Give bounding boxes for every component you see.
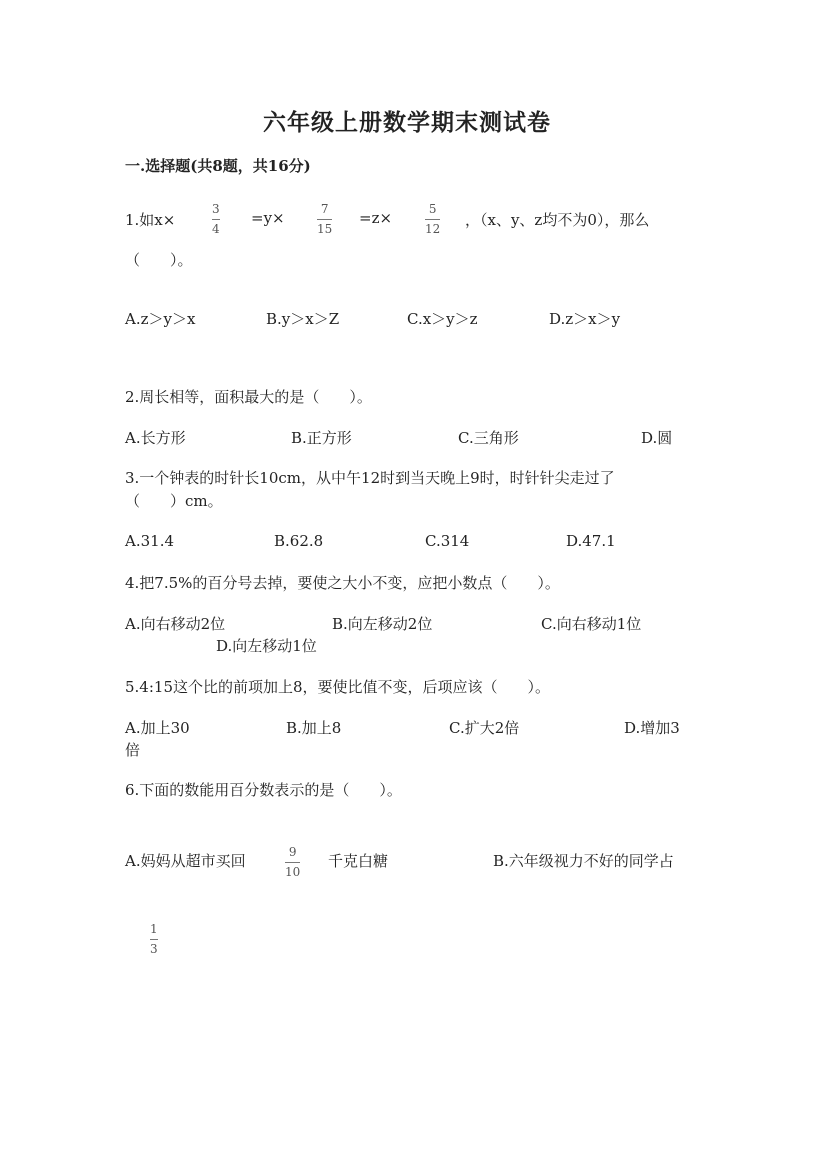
q2-option-d: D.圆 — [641, 429, 673, 447]
numerator: 5 — [428, 202, 437, 216]
q6-option-b-text: B.六年级视力不好的同学占 — [493, 852, 674, 870]
q5-option-a: A.加上30 — [125, 719, 190, 737]
q5-option-c: C.扩大2倍 — [449, 719, 520, 737]
q4-option-b: B.向左移动2位 — [332, 615, 433, 633]
q3-text-line-2: （ ）cm。 — [125, 492, 223, 510]
q2-option-c: C.三角形 — [458, 429, 519, 447]
q4-option-d: D.向左移动1位 — [216, 637, 317, 655]
numerator: 3 — [212, 202, 220, 216]
denominator: 4 — [212, 222, 220, 236]
q2-option-a: A.长方形 — [125, 429, 186, 447]
q1-text-5: （ ）。 — [125, 251, 193, 269]
q6-option-a-fraction — [285, 845, 300, 879]
q1-fraction-2 — [317, 202, 332, 236]
q5-text: 5.4:15这个比的前项加上8，要使比值不变，后项应该（ ）。 — [125, 678, 551, 696]
q1-option-c: C.x＞y＞z — [407, 310, 478, 328]
q1-text-2: =y× — [251, 209, 285, 227]
q6-text: 6.下面的数能用百分数表示的是（ ）。 — [125, 781, 402, 799]
q1-fraction-1 — [212, 202, 220, 236]
q1-text-3: =z× — [359, 209, 393, 227]
denominator: 15 — [317, 222, 333, 236]
q2-option-b: B.正方形 — [291, 429, 352, 447]
q3-option-a: A.31.4 — [125, 532, 174, 550]
q3-option-d: D.47.1 — [566, 532, 616, 550]
q6-option-a-text-1: A.妈妈从超市买回 — [125, 852, 246, 870]
q2-text: 2.周长相等，面积最大的是（ ）。 — [125, 388, 372, 406]
q3-option-b: B.62.8 — [274, 532, 324, 550]
q1-option-a: A.z＞y＞x — [125, 310, 196, 328]
q5-option-b: B.加上8 — [286, 719, 342, 737]
section-heading: 一.选择题(共8题，共16分) — [125, 157, 311, 175]
denominator: 12 — [425, 222, 441, 236]
q4-option-a: A.向右移动2位 — [125, 615, 226, 633]
q1-fraction-3 — [425, 202, 440, 236]
q6-option-a-text-2: 千克白糖 — [328, 852, 389, 870]
q5-option-d-wrap: 倍 — [125, 741, 141, 759]
page-title: 六年级上册数学期末测试卷 — [263, 109, 551, 136]
q4-option-c: C.向右移动1位 — [541, 615, 642, 633]
numerator: 1 — [150, 922, 158, 936]
q1-option-d: D.z＞x＞y — [549, 310, 621, 328]
numerator: 9 — [288, 845, 297, 859]
q3-text-line-1: 3.一个钟表的时针长10cm，从中午12时到当天晚上9时，时针针尖走过了 — [125, 469, 615, 487]
q5-option-d: D.增加3 — [624, 719, 680, 737]
q1-option-b: B.y＞x＞Z — [266, 310, 340, 328]
numerator: 7 — [320, 202, 329, 216]
q4-text: 4.把7.5%的百分号去掉，要使之大小不变，应把小数点（ ）。 — [125, 574, 560, 592]
denominator: 10 — [285, 865, 301, 879]
q3-option-c: C.314 — [425, 532, 470, 550]
q1-text-1: 1.如x× — [125, 211, 176, 229]
q1-text-4: ，（x、y、z均不为0），那么 — [465, 211, 650, 229]
denominator: 3 — [150, 942, 158, 956]
q6-option-b-fraction — [150, 922, 158, 956]
